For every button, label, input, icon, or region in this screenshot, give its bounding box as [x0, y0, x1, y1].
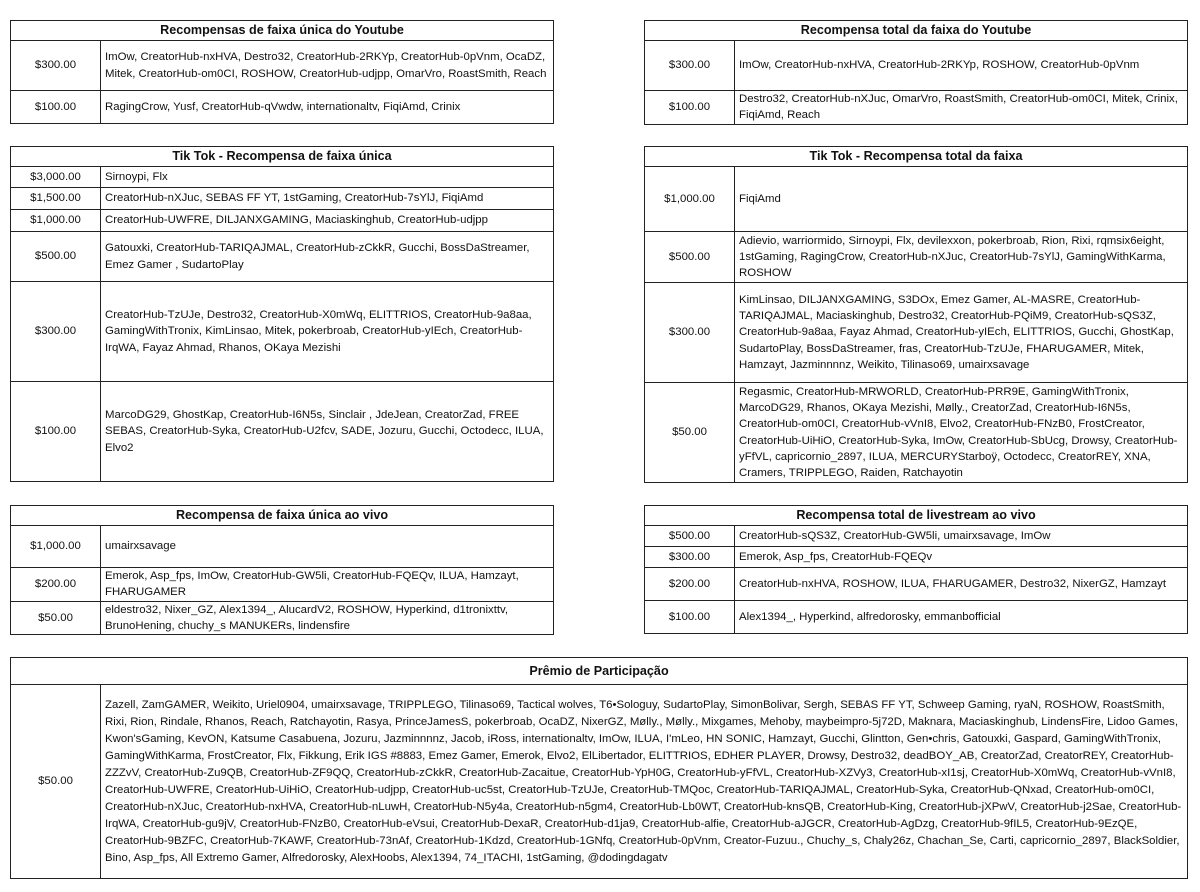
- reward-amount: $1,000.00: [11, 210, 101, 232]
- winners-list: eldestro32, Nixer_GZ, Alex1394_, AlucardV2, ROSHOW, Hyperkind, d1tronixttv, BrunoHening, chuchy_s MANUKERs, lindensfire: [101, 601, 554, 635]
- winners-list: CreatorHub-nXJuc, SEBAS FF YT, 1stGaming, CreatorHub-7sYlJ, FiqiAmd: [101, 188, 554, 210]
- winners-list: Alex1394_, Hyperkind, alfredorosky, emmanbofficial: [735, 601, 1188, 634]
- winners-list: Gatouxki, CreatorHub-TARIQAJMAL, CreatorHub-zCkkR, Gucchi, BossDaStreamer, Emez Gamer , SudartoPlay: [101, 232, 554, 282]
- reward-amount: $50.00: [11, 601, 101, 635]
- reward-amount: $100.00: [11, 382, 101, 482]
- reward-amount: $200.00: [645, 568, 735, 601]
- reward-amount: $300.00: [11, 41, 101, 91]
- winners-list: Regasmic, CreatorHub-MRWORLD, CreatorHub-PRR9E, GamingWithTronix, MarcoDG29, Rhanos, OKaya Mezishi, Mølly., CreatorZad, CreatorHub-I6N5s, CreatorHub-om0CI, CreatorHub-vVnI8, Elvo2, CreatorHub-FNzB0, FrostCreator, CreatorHub-UiHiO, CreatorHub-Syka, ImOw, CreatorHub-SbUcg, Drowsy, CreatorHub-yFfVL, capricornio_2897, ILUA, MERCURYStarboÿ, Octodecc, CreatorREY, XNA, Cramers, TRIPPLEGO, Raiden, Ratchayotin: [735, 383, 1188, 483]
- winners-list: CreatorHub-nxHVA, ROSHOW, ILUA, FHARUGAMER, Destro32, NixerGZ, Hamzayt: [735, 568, 1188, 601]
- reward-amount: $300.00: [645, 41, 735, 91]
- reward-amount: $50.00: [11, 685, 101, 879]
- youtube-total-tier-table: [644, 20, 1188, 125]
- winners-list: FiqiAmd: [735, 167, 1188, 232]
- winners-list: CreatorHub-UWFRE, DILJANXGAMING, Maciaskinghub, CreatorHub-udjpp: [101, 210, 554, 232]
- reward-amount: $1,000.00: [645, 167, 735, 232]
- winners-list: Sirnoypi, Flx: [101, 167, 554, 188]
- tiktok-total-tier-table: [644, 146, 1188, 483]
- reward-amount: $100.00: [645, 601, 735, 634]
- tiktok-single-tier-table: [10, 146, 554, 482]
- youtube-single-tier-table: [10, 20, 554, 124]
- winners-list: Emerok, Asp_fps, CreatorHub-FQEQv: [735, 547, 1188, 568]
- winners-list: umairxsavage: [101, 526, 554, 568]
- table-title: Recompensas de faixa única do Youtube: [11, 21, 554, 41]
- reward-amount: $300.00: [11, 282, 101, 382]
- winners-list: MarcoDG29, GhostKap, CreatorHub-I6N5s, Sinclair , JdeJean, CreatorZad, FREE SEBAS, CreatorHub-Syka, CreatorHub-U2fcv, SADE, Jozuru, Gucchi, Octodecc, ILUA, Elvo2: [101, 382, 554, 482]
- winners-list: Adievio, warriormido, Sirnoypi, Flx, devilexxon, pokerbroab, Rion, Rixi, rqmsix6eight, 1stGaming, RagingCrow, CreatorHub-nXJuc, CreatorHub-7sYlJ, GamingWithKarma, ROSHOW: [735, 232, 1188, 283]
- livestream-total-tier-table: [644, 505, 1188, 634]
- reward-amount: $100.00: [11, 91, 101, 124]
- winners-list: RagingCrow, Yusf, CreatorHub-qVwdw, internationaltv, FiqiAmd, Crinix: [101, 91, 554, 124]
- reward-amount: $500.00: [645, 232, 735, 283]
- reward-amount: $3,000.00: [11, 167, 101, 188]
- winners-list: CreatorHub-TzUJe, Destro32, CreatorHub-X0mWq, ELITTRIOS, CreatorHub-9a8aa, GamingWithTronix, KimLinsao, Mitek, pokerbroab, CreatorHub-yIEch, CreatorHub-IrqWA, Fayaz Ahmad, Rhanos, OKaya Mezishi: [101, 282, 554, 382]
- winners-list: Emerok, Asp_fps, ImOw, CreatorHub-GW5li, CreatorHub-FQEQv, ILUA, Hamzayt, FHARUGAMER: [101, 568, 554, 602]
- table-title: Prêmio de Participação: [11, 658, 1188, 685]
- winners-list: Destro32, CreatorHub-nXJuc, OmarVro, RoastSmith, CreatorHub-om0CI, Mitek, Crinix, FiqiAmd, Reach: [735, 91, 1188, 125]
- reward-amount: $1,000.00: [11, 526, 101, 568]
- reward-amount: $300.00: [645, 283, 735, 383]
- reward-amount: $500.00: [645, 526, 735, 547]
- winners-list: CreatorHub-sQS3Z, CreatorHub-GW5li, umairxsavage, ImOw: [735, 526, 1188, 547]
- winners-list: ImOw, CreatorHub-nxHVA, CreatorHub-2RKYp, ROSHOW, CreatorHub-0pVnm: [735, 41, 1188, 91]
- reward-amount: $50.00: [645, 383, 735, 483]
- reward-amount: $500.00: [11, 232, 101, 282]
- participation-prize-table: [10, 657, 1188, 879]
- reward-amount: $1,500.00: [11, 188, 101, 210]
- livestream-single-tier-table: [10, 505, 554, 635]
- reward-amount: $200.00: [11, 568, 101, 602]
- table-title: Recompensa total de livestream ao vivo: [645, 506, 1188, 526]
- reward-amount: $100.00: [645, 91, 735, 125]
- table-title: Recompensa total da faixa do Youtube: [645, 21, 1188, 41]
- reward-amount: $300.00: [645, 547, 735, 568]
- winners-list: Zazell, ZamGAMER, Weikito, Uriel0904, umairxsavage, TRIPPLEGO, Tilinaso69, Tactical wolves, T6•Sologuy, SudartoPlay, SimonBolivar, Sergh, SEBAS FF YT, Schweep Gaming, ryaN, ROSHOW, RoastSmith, Rixi, Rion, Rindale, Rhanos, Reach, Ratchayotin, Rasya, PrinceJamesS, pokerbroab, OcaDZ, NixerGZ, Mølly., Mølly., Mixgames, Mehoby, maybeimpro-5j72D, Maknara, Maciaskinghub, LindensFire, Lidoo Games, Kwon'sGaming, KevON, Katsume Casabuena, Jozuru, Jazminnnnz, Jacob, iRoss, internationaltv, ImOw, ILUA, I'mLeo, HN SONIC, Hamzayt, Gucchi, Glintton, Gen•chris, Gatouxki, Gaspard, GamingWithTronix, GamingWithKarma, FrostCreator, Flx, Fikkung, Erik IGS #8883, Emez Gamer, Emerok, Elvo2, ElLibertador, ELITTRIOS, EDHER PLAYER, Drowsy, Destro32, deadBOY_AB, CreatorZad, CreatorREY, CreatorHub-ZZZvV, CreatorHub-Zu9QB, CreatorHub-ZF9QQ, CreatorHub-zCkkR, CreatorHub-Zacaitue, CreatorHub-YpH0G, CreatorHub-yFfVL, CreatorHub-XZVy3, CreatorHub-xI1sj, CreatorHub-X0mWq, CreatorHub-vVnI8, CreatorHub-UWFRE, CreatorHub-UiHiO, CreatorHub-udjpp, CreatorHub-uc5st, CreatorHub-TzUJe, CreatorHub-TMQoc, CreatorHub-TARIQAJMAL, CreatorHub-Syka, CreatorHub-QNxad, CreatorHub-om0CI, CreatorHub-nXJuc, CreatorHub-nxHVA, CreatorHub-nLuwH, CreatorHub-N5y4a, CreatorHub-n5gm4, CreatorHub-Lb0WT, CreatorHub-knsQB, CreatorHub-King, CreatorHub-jXPwV, CreatorHub-j2Sae, CreatorHub-IrqWA, CreatorHub-gu9jV, CreatorHub-FNzB0, CreatorHub-eVsui, CreatorHub-DexaR, CreatorHub-d1ja9, CreatorHub-alfie, CreatorHub-aJGCR, CreatorHub-AgDzg, CreatorHub-9fIL5, CreatorHub-9EzQE, CreatorHub-9BZFC, CreatorHub-7KAWF, CreatorHub-73nAf, CreatorHub-1Kdzd, CreatorHub-1GNfq, CreatorHub-0pVnm, Creator-Fuzuu., Chuchy_s, Chaly26z, Chachan_Se, Carti, capricornio_2897, BlackSoldier, Bino, Asp_fps, All Extremo Gamer, Alfredorosky, AlexHoobs, Alex1394, 74_ITACHI, 1stGaming, @dodingdagatv: [101, 685, 1188, 879]
- winners-list: KimLinsao, DILJANXGAMING, S3DOx, Emez Gamer, AL-MASRE, CreatorHub-TARIQAJMAL, Maciaskinghub, Destro32, CreatorHub-PQiM9, CreatorHub-sQS3Z, CreatorHub-9a8aa, Fayaz Ahmad, CreatorHub-yIEch, ELITTRIOS, Gucchi, GhostKap, SudartoPlay, BossDaStreamer, fras, CreatorHub-TzUJe, FHARUGAMER, Mitek, Hamzayt, Jazminnnnz, Weikito, Tilinaso69, umairxsavage: [735, 283, 1188, 383]
- table-title: Tik Tok - Recompensa de faixa única: [11, 147, 554, 167]
- table-title: Recompensa de faixa única ao vivo: [11, 506, 554, 526]
- table-title: Tik Tok - Recompensa total da faixa: [645, 147, 1188, 167]
- winners-list: ImOw, CreatorHub-nxHVA, Destro32, CreatorHub-2RKYp, CreatorHub-0pVnm, OcaDZ, Mitek, CreatorHub-om0CI, ROSHOW, CreatorHub-udjpp, OmarVro, RoastSmith, Reach: [101, 41, 554, 91]
